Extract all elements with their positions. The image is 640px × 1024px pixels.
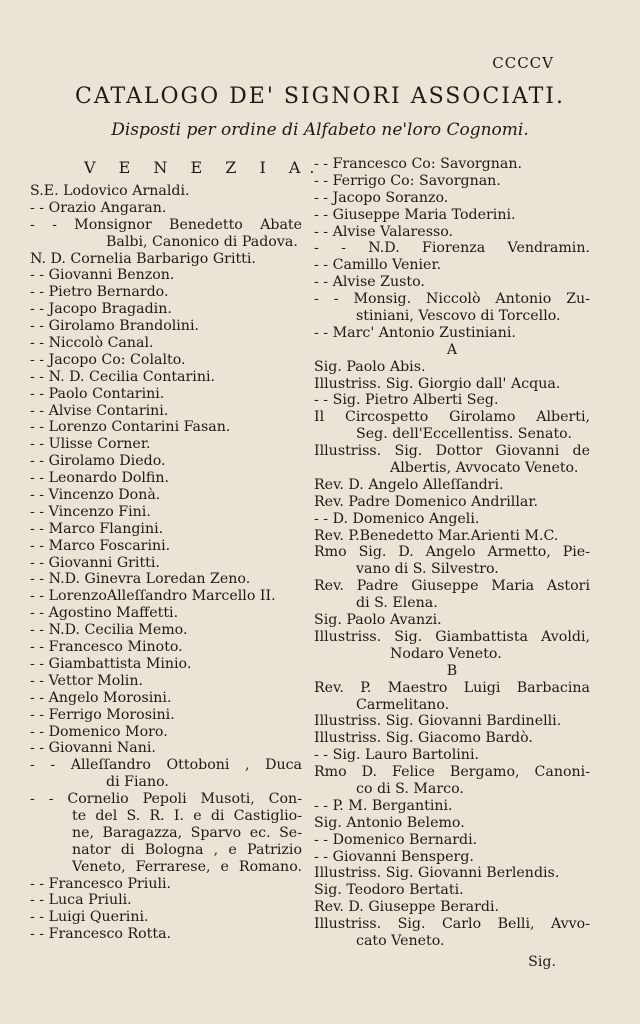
catalog-line: - - Alvise Zusto. bbox=[314, 274, 425, 291]
catalog-line: - - Sig. Lauro Bartolini. bbox=[314, 747, 479, 764]
catalog-line: - - Giuseppe Maria Toderini. bbox=[314, 206, 516, 223]
catalog-line: - - Giovanni Benzon. bbox=[30, 267, 175, 284]
catalog-line: Sig. Paolo Abis. bbox=[314, 358, 426, 375]
catalog-line: - - N. D. Cecilia Contarini. bbox=[30, 368, 215, 385]
catalog-line: - - Luigi Querini. bbox=[30, 909, 149, 926]
catalog-line: - - Marco Foscarini. bbox=[30, 537, 171, 554]
catalog-line: - - Francesco Priuli. bbox=[30, 875, 172, 892]
catalog-line: - - Lorenzo Contarini Fasan. bbox=[30, 419, 231, 436]
catalog-line: Illustriss. Sig. Dottor Giovanni de bbox=[314, 443, 590, 460]
catalog-line: - - Niccolò Canal. bbox=[30, 335, 154, 352]
catalog-line: - - Francesco Rotta. bbox=[30, 926, 172, 943]
catalog-line: - - Domenico Bernardi. bbox=[314, 831, 478, 848]
catalog-line: Il Circospetto Girolamo Alberti, bbox=[314, 409, 590, 426]
catalog-line: - - D. Domenico Angeli. bbox=[314, 510, 480, 527]
left-column bbox=[30, 156, 324, 943]
catalog-line: - - Alvise Contarini. bbox=[30, 402, 169, 419]
catalog-line: - - Cornelio Pepoli Musoti, Con- bbox=[30, 791, 302, 808]
catalog-line: Sig. Teodoro Bertati. bbox=[314, 882, 464, 899]
catalog-line: - - Vincenzo Fini. bbox=[30, 503, 151, 520]
catalog-line: Albertis, Avvocato Veneto. bbox=[390, 460, 579, 477]
catalog-line: Illustriss. Sig. Giovanni Berlendis. bbox=[314, 865, 560, 882]
catalog-line: - - N.D. Cecilia Memo. bbox=[30, 622, 188, 639]
catalog-line: - - Alvise Valaresso. bbox=[314, 223, 454, 240]
catalog-line: - - Angelo Morosini. bbox=[30, 689, 172, 706]
catalog-line: Illustriss. Sig. Giorgio dall' Acqua. bbox=[314, 375, 561, 392]
catalog-line: - - Monsignor Benedetto Abate bbox=[30, 216, 302, 233]
catalog-line: Balbi, Canonico di Padova. bbox=[106, 233, 298, 250]
right-column bbox=[314, 156, 590, 950]
catalog-line: co di S. Marco. bbox=[356, 780, 464, 797]
catalog-line: - - Giovanni Nani. bbox=[30, 740, 156, 757]
catalog-line: - - Domenico Moro. bbox=[30, 723, 168, 740]
page-title: CATALOGO DE' SIGNORI ASSOCIATI. bbox=[75, 84, 565, 109]
catalog-line: - - Ferrigo Morosini. bbox=[30, 706, 175, 723]
catalog-line: Veneto, Ferrarese, e Romano. bbox=[72, 858, 302, 875]
catalog-line: - - Francesco Co: Savorgnan. bbox=[314, 156, 522, 172]
catalog-line: di Fiano. bbox=[106, 774, 169, 791]
catalog-line: Sig. Antonio Belemo. bbox=[314, 814, 465, 831]
catalog-line: - - P. M. Bergantini. bbox=[314, 797, 453, 814]
catalog-line: S.E. Lodovico Arnaldi. bbox=[30, 183, 190, 199]
catalog-line: - - Ferrigo Co: Savorgnan. bbox=[314, 172, 501, 189]
catalog-line: ne, Baragazza, Sparvo ec. Se- bbox=[72, 824, 302, 841]
catalog-line: - - Camillo Venier. bbox=[314, 257, 442, 274]
catalog-line: - - Orazio Angaran. bbox=[30, 199, 167, 216]
catalog-line: Rev. D. Giuseppe Berardi. bbox=[314, 899, 500, 916]
catalog-line: - - Luca Priuli. bbox=[30, 892, 132, 909]
catalog-line: - - Sig. Pietro Alberti Seg. bbox=[314, 392, 499, 409]
catalog-line: - - Monsig. Niccolò Antonio Zu- bbox=[314, 291, 590, 308]
catalog-line: Rev. P.Benedetto Mar.Arienti M.C. bbox=[314, 527, 559, 544]
catalog-line: Carmelitano. bbox=[356, 696, 450, 713]
catalog-line: - - N.D. Fiorenza Vendramin. bbox=[314, 240, 590, 257]
catalog-line: - - Pietro Bernardo. bbox=[30, 284, 169, 301]
catalog-line: - - Paolo Contarini. bbox=[30, 385, 165, 402]
catalog-line: - - Girolamo Brandolini. bbox=[30, 318, 199, 335]
catalog-line: di S. Elena. bbox=[356, 595, 438, 612]
catalog-line: Nodaro Veneto. bbox=[390, 645, 502, 662]
catalog-line: - - Giambattista Minio. bbox=[30, 655, 192, 672]
catalog-line: Seg. dell'Eccellentiss. Senato. bbox=[356, 426, 572, 443]
catalog-line: - - Francesco Minoto. bbox=[30, 639, 183, 656]
catalog-line: Rev. D. Angelo Alleſſandri. bbox=[314, 476, 504, 493]
catalog-line: Rmo Sig. D. Angelo Armetto, Pie- bbox=[314, 544, 590, 561]
catalog-line: N. D. Cornelia Barbarigo Gritti. bbox=[30, 250, 256, 267]
catalog-line: - - Marc' Antonio Zustiniani. bbox=[314, 324, 516, 341]
catalog-line: - - Jacopo Co: Colalto. bbox=[30, 351, 186, 368]
catalog-line: - - N.D. Ginevra Loredan Zeno. bbox=[30, 571, 251, 588]
catalog-line: stiniani, Vescovo di Torcello. bbox=[356, 308, 561, 325]
catalog-line: vano di S. Silvestro. bbox=[356, 561, 499, 578]
catalog-line: Illustriss. Sig. Carlo Belli, Avvo- bbox=[314, 916, 590, 933]
catalog-line: B bbox=[446, 662, 458, 679]
catalog-line: V E N E Z I A. bbox=[84, 158, 324, 177]
catalog-line: nator di Bologna , e Patrizio bbox=[72, 841, 302, 858]
catalog-line: A bbox=[446, 341, 458, 358]
catalog-line: Rev. Padre Domenico Andrillar. bbox=[314, 493, 539, 510]
catalog-line: Illustriss. Sig. Giambattista Avoldi, bbox=[314, 628, 590, 645]
catchword: Sig. bbox=[528, 954, 556, 970]
catalog-line: - - Leonardo Dolfin. bbox=[30, 470, 170, 487]
catalog-line: - - Giovanni Gritti. bbox=[30, 554, 160, 571]
catalog-line: Rmo D. Felice Bergamo, Canoni- bbox=[314, 764, 590, 781]
page-number: CCCCV bbox=[492, 54, 554, 72]
catalog-line: - - Agostino Maffetti. bbox=[30, 605, 179, 622]
catalog-line: Rev. P. Maestro Luigi Barbacina bbox=[314, 679, 590, 696]
catalog-line: - - Vincenzo Donà. bbox=[30, 487, 161, 504]
catalog-line: cato Veneto. bbox=[356, 932, 445, 949]
catalog-line: - - Girolamo Diedo. bbox=[30, 453, 166, 470]
catalog-line: Rev. Padre Giuseppe Maria Astori bbox=[314, 578, 590, 595]
catalog-line: - - Vettor Molin. bbox=[30, 672, 143, 689]
catalog-line: Illustriss. Sig. Giacomo Bardò. bbox=[314, 730, 533, 747]
catalog-line: Illustriss. Sig. Giovanni Bardinelli. bbox=[314, 713, 562, 730]
catalog-line: - - Giovanni Bensperg. bbox=[314, 848, 474, 865]
catalog-line: te del S. R. I. e di Castiglio- bbox=[72, 807, 302, 824]
catalog-line: - - Jacopo Bragadin. bbox=[30, 301, 172, 318]
catalog-line: - - Marco Flangini. bbox=[30, 520, 164, 537]
catalog-line: - - Alleſſandro Ottoboni , Duca bbox=[30, 757, 302, 774]
page-subtitle: Disposti per ordine di Alfabeto ne'loro Cognomi. bbox=[111, 120, 529, 140]
catalog-line: - - Ulisse Corner. bbox=[30, 436, 151, 453]
catalog-line: Sig. Paolo Avanzi. bbox=[314, 612, 442, 629]
catalog-line: - - LorenzoAlleſſandro Marcello II. bbox=[30, 588, 276, 605]
catalog-line: - - Jacopo Soranzo. bbox=[314, 189, 449, 206]
